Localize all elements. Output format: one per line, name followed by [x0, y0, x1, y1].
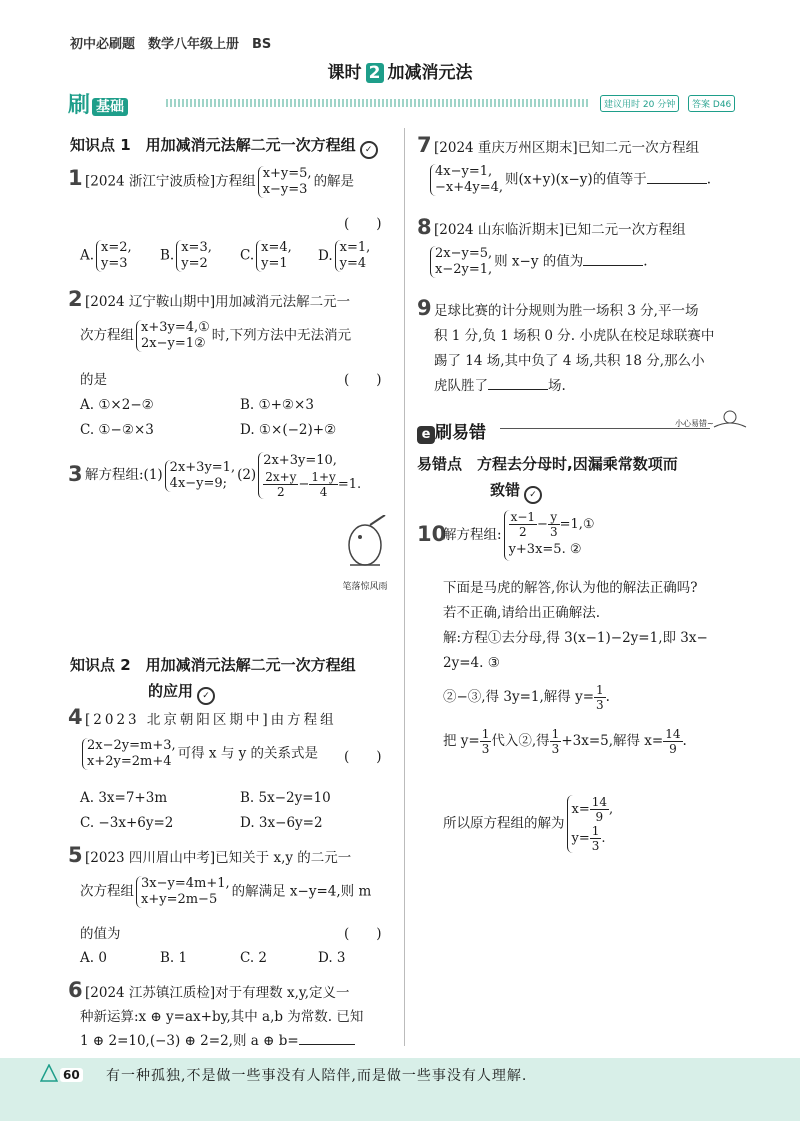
- q4-stem: 2x−2y=m+3, x+2y=2m+4 可得 x 与 y 的关系式是: [80, 738, 318, 770]
- knowledge-point-1: 知识点 1 用加减消元法解二元一次方程组 ✓: [70, 134, 378, 159]
- q8-stem: 2x−y=5, x−2y=1, 则 x−y 的值为 .: [428, 246, 648, 278]
- q10-number: 10: [417, 522, 447, 546]
- brand-logo: 刷基础: [68, 88, 128, 119]
- q2-number: 2: [68, 287, 83, 311]
- q5-number: 5: [68, 843, 83, 867]
- q5-stem: 次方程组 3x−y=4m+1, x+y=2m−5 的解满足 x−y=4,则 m: [80, 876, 372, 907]
- column-divider: [404, 128, 405, 1046]
- sun-island-doodle: [712, 405, 748, 435]
- q3-number: 3: [68, 462, 83, 486]
- series-header: 初中必刷题 数学八年级上册 BS: [70, 37, 272, 52]
- basic-banner: [68, 90, 758, 116]
- q9-number: 9: [417, 296, 432, 320]
- q2-stem: 次方程组 x+3y=4,① 2x−y=1② 时,下列方法中无法消元: [80, 320, 352, 351]
- time-tag: 建议用时 20 分钟: [600, 95, 679, 112]
- target-icon: ✓: [360, 141, 378, 159]
- q6-number: 6: [68, 978, 83, 1002]
- page-number: 60: [60, 1068, 83, 1082]
- q4-number: 4: [68, 705, 83, 729]
- pen-doodle: 笔落惊风雨: [330, 515, 400, 590]
- error-section-title: e 刷易错: [417, 418, 486, 444]
- q1-number: 1: [68, 166, 83, 190]
- q1-stem: [2024 浙江宁波质检]方程组 x+y=5, x−y=3 的解是: [85, 166, 355, 197]
- answer-tag: 答案 D46: [688, 95, 735, 112]
- q8-number: 8: [417, 215, 432, 239]
- footer-motto: 有一种孤独,不是做一些事没有人陪伴,而是做一些事没有人理解.: [106, 1068, 528, 1084]
- q3-stem: 解方程组:(1) 2x+3y=1, 4x−y=9; (2)2x+3y=10, $\frac{2x+y}{2}$ − $\frac{1+y}{4}$ =1.: [85, 453, 362, 499]
- knowledge-point-2: 知识点 2 用加减消元法解二元一次方程组: [70, 656, 356, 674]
- dotted-divider: [166, 99, 588, 107]
- q7-number: 7: [417, 133, 432, 157]
- q10-stem: 解方程组: $\frac{x-1}{2}$ − $\frac{y}{3}$ =1,① y+3x=5. ②: [443, 510, 597, 561]
- target-icon: ✓: [197, 687, 215, 705]
- q1-options: A. x=2, y=3 B. x=3, y=2 C. x=4, y=1 D. x=1, y=4: [80, 240, 371, 271]
- page-footer: [0, 1058, 800, 1121]
- q7-stem: 4x−y=1, −x+4y=4, 则(x+y)(x−y)的值等于 .: [428, 164, 711, 196]
- lesson-title: 课时 2 加减消元法: [327, 63, 473, 83]
- lesson-number: 2: [366, 63, 384, 83]
- pyramid-icon: [40, 1064, 58, 1086]
- target-icon: ✓: [524, 486, 542, 504]
